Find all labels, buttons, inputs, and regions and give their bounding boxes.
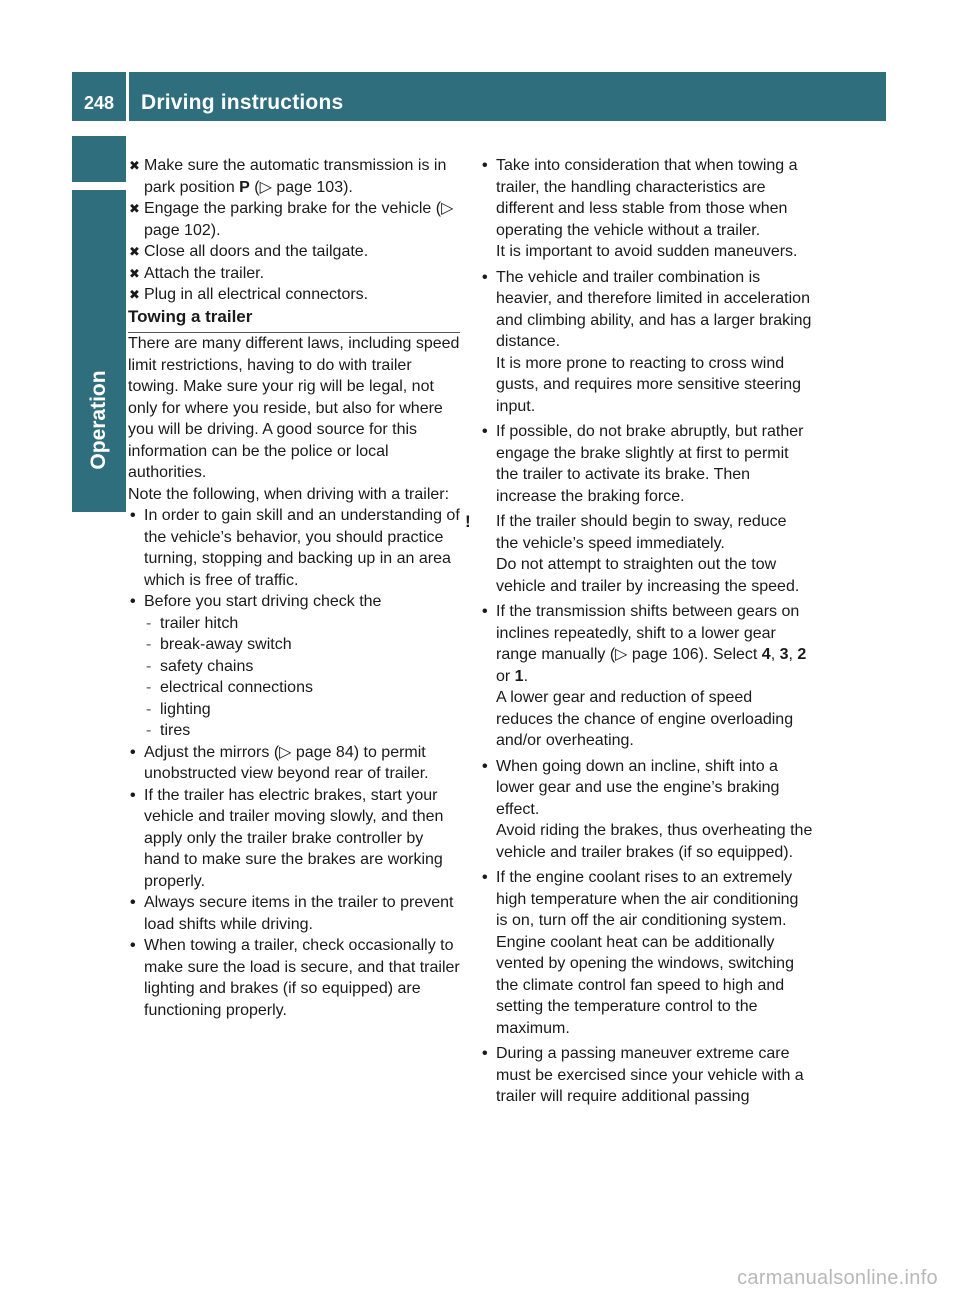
bullet-item: • Take into consideration that when towing a trailer, the handling characteristics are different and less stable from those when operating the vehicle without a trailer. It is important to avoid sudden maneuvers. bbox=[482, 157, 798, 260]
page-number: 248 bbox=[83, 93, 115, 113]
bullet-item: • The vehicle and trailer combination is heavier, and therefore limited in acceleration and climbing ability, and has a larger braking distance. It is more prone to reacting to cross wind gusts, and requires more sensitive steering input. bbox=[482, 268, 812, 415]
header-divider bbox=[126, 72, 129, 121]
bullet-icon: • bbox=[482, 757, 488, 775]
bullet-item: • If the engine coolant rises to an extremely high temperature when the air conditioning is on, turn off the air conditioning system. Engine coolant heat can be additionally vented by opening the windows, switching the climate control fan speed to high and setting the temperature control to the maximum. bbox=[482, 869, 799, 1037]
dash-icon: - bbox=[146, 636, 152, 653]
bullet-icon: • bbox=[482, 603, 488, 620]
bullet-item: • Before you start driving check the bbox=[128, 591, 460, 613]
bullet-icon: • bbox=[482, 1045, 488, 1062]
bullet-item: • When towing a trailer, check occasionally to make sure the load is secure, and that trailer lighting and brakes (if so equipped) are functioning properly. bbox=[130, 937, 460, 1019]
bullet-icon: • bbox=[130, 786, 136, 804]
bullet-icon: • bbox=[130, 593, 136, 610]
checklist-item: - trailer hitch bbox=[128, 613, 460, 635]
bullet-icon: • bbox=[130, 894, 136, 911]
bullet-icon: • bbox=[482, 268, 488, 286]
dash-icon: - bbox=[146, 614, 152, 632]
warning-note: ! If the trailer should begin to sway, reduce the vehicle’s speed immediately. Do not attempt to straighten out the tow vehicle and trailer by increasing the speed. bbox=[465, 512, 800, 595]
bullet-icon: • bbox=[130, 743, 136, 761]
checklist-item: - electrical connections bbox=[128, 677, 460, 699]
right-column bbox=[465, 155, 813, 1112]
step-item: ✖ Attach the trailer. bbox=[128, 263, 460, 285]
intro-paragraph: There are many different laws, including speed limit restrictions, having to do with trailer towing. Make sure your rig will be legal, not only for where you reside, but also for where you will be driving. A good source for this information can be the police or local authorities. bbox=[128, 335, 460, 481]
step-arrow-icon: ✖ bbox=[129, 201, 140, 216]
bullet-item: • When going down an incline, shift into a lower gear and use the engine’s braking effect. Avoid riding the brakes, thus overheating the vehicle and trailer brakes (if so equipped). bbox=[482, 757, 813, 861]
note-lead: Note the following, when driving with a trailer: bbox=[128, 485, 450, 503]
watermark: carmanualsonline.info bbox=[737, 1267, 938, 1289]
side-square-marker bbox=[72, 136, 126, 182]
dash-icon: - bbox=[146, 679, 152, 696]
bullet-item: • Adjust the mirrors (▷ page 84) to permit unobstructed view beyond rear of trailer. bbox=[130, 743, 429, 782]
dash-icon: - bbox=[146, 657, 152, 675]
step-item: ✖ Close all doors and the tailgate. bbox=[128, 241, 460, 263]
checklist-item: - tires bbox=[128, 720, 460, 742]
step-arrow-icon: ✖ bbox=[129, 265, 140, 281]
bullet-item: • If the trailer has electric brakes, start your vehicle and trailer moving slowly, and then apply only the trailer brake controller by hand to make sure the brakes are working properly. bbox=[130, 786, 444, 890]
bullet-icon: • bbox=[130, 507, 136, 524]
dash-icon: - bbox=[146, 722, 152, 739]
section-heading: Towing a trailer bbox=[128, 306, 460, 334]
step-arrow-icon: ✖ bbox=[129, 244, 140, 259]
page-title: Driving instructions bbox=[141, 91, 344, 114]
bullet-icon: • bbox=[130, 937, 136, 954]
checklist-item: - safety chains bbox=[128, 656, 460, 678]
checklist-item: - break-away switch bbox=[128, 634, 460, 656]
dash-icon: - bbox=[146, 700, 152, 718]
bullet-item: • During a passing maneuver extreme care must be exercised since your vehicle with a trailer will require additional passing bbox=[482, 1045, 804, 1105]
step-item: ✖ Engage the parking brake for the vehicle (▷ page 102). bbox=[129, 200, 454, 239]
step-arrow-icon: ✖ bbox=[129, 158, 140, 173]
warning-icon: ! bbox=[465, 512, 471, 531]
step-arrow-icon: ✖ bbox=[129, 287, 140, 302]
bullet-item: • If the transmission shifts between gears on inclines repeatedly, shift to a lower gear range manually (▷ page 106). Select 4, 3, 2 or 1. A lower gear and reduction of speed reduces the chance of engine overloading and/or overheating. bbox=[482, 603, 807, 749]
left-column bbox=[128, 155, 460, 1021]
bullet-item: • In order to gain skill and an understanding of the vehicle’s behavior, you should practice turning, stopping and backing up in an area which is free of traffic. bbox=[130, 507, 460, 589]
bullet-item: • If possible, do not brake abruptly, but rather engage the brake slightly at first to permit the trailer to activate its brake. Then increase the braking force. bbox=[482, 423, 804, 505]
bullet-icon: • bbox=[482, 157, 488, 174]
bullet-icon: • bbox=[482, 423, 488, 440]
checklist-item: - lighting bbox=[128, 699, 460, 721]
step-item: ✖ Make sure the automatic transmission is in park position P (▷ page 103). bbox=[129, 157, 447, 196]
bullet-icon: • bbox=[482, 869, 488, 886]
bullet-item: • Always secure items in the trailer to prevent load shifts while driving. bbox=[130, 894, 454, 933]
section-side-label: Operation bbox=[87, 370, 110, 470]
step-item: ✖ Plug in all electrical connectors. bbox=[128, 284, 460, 306]
